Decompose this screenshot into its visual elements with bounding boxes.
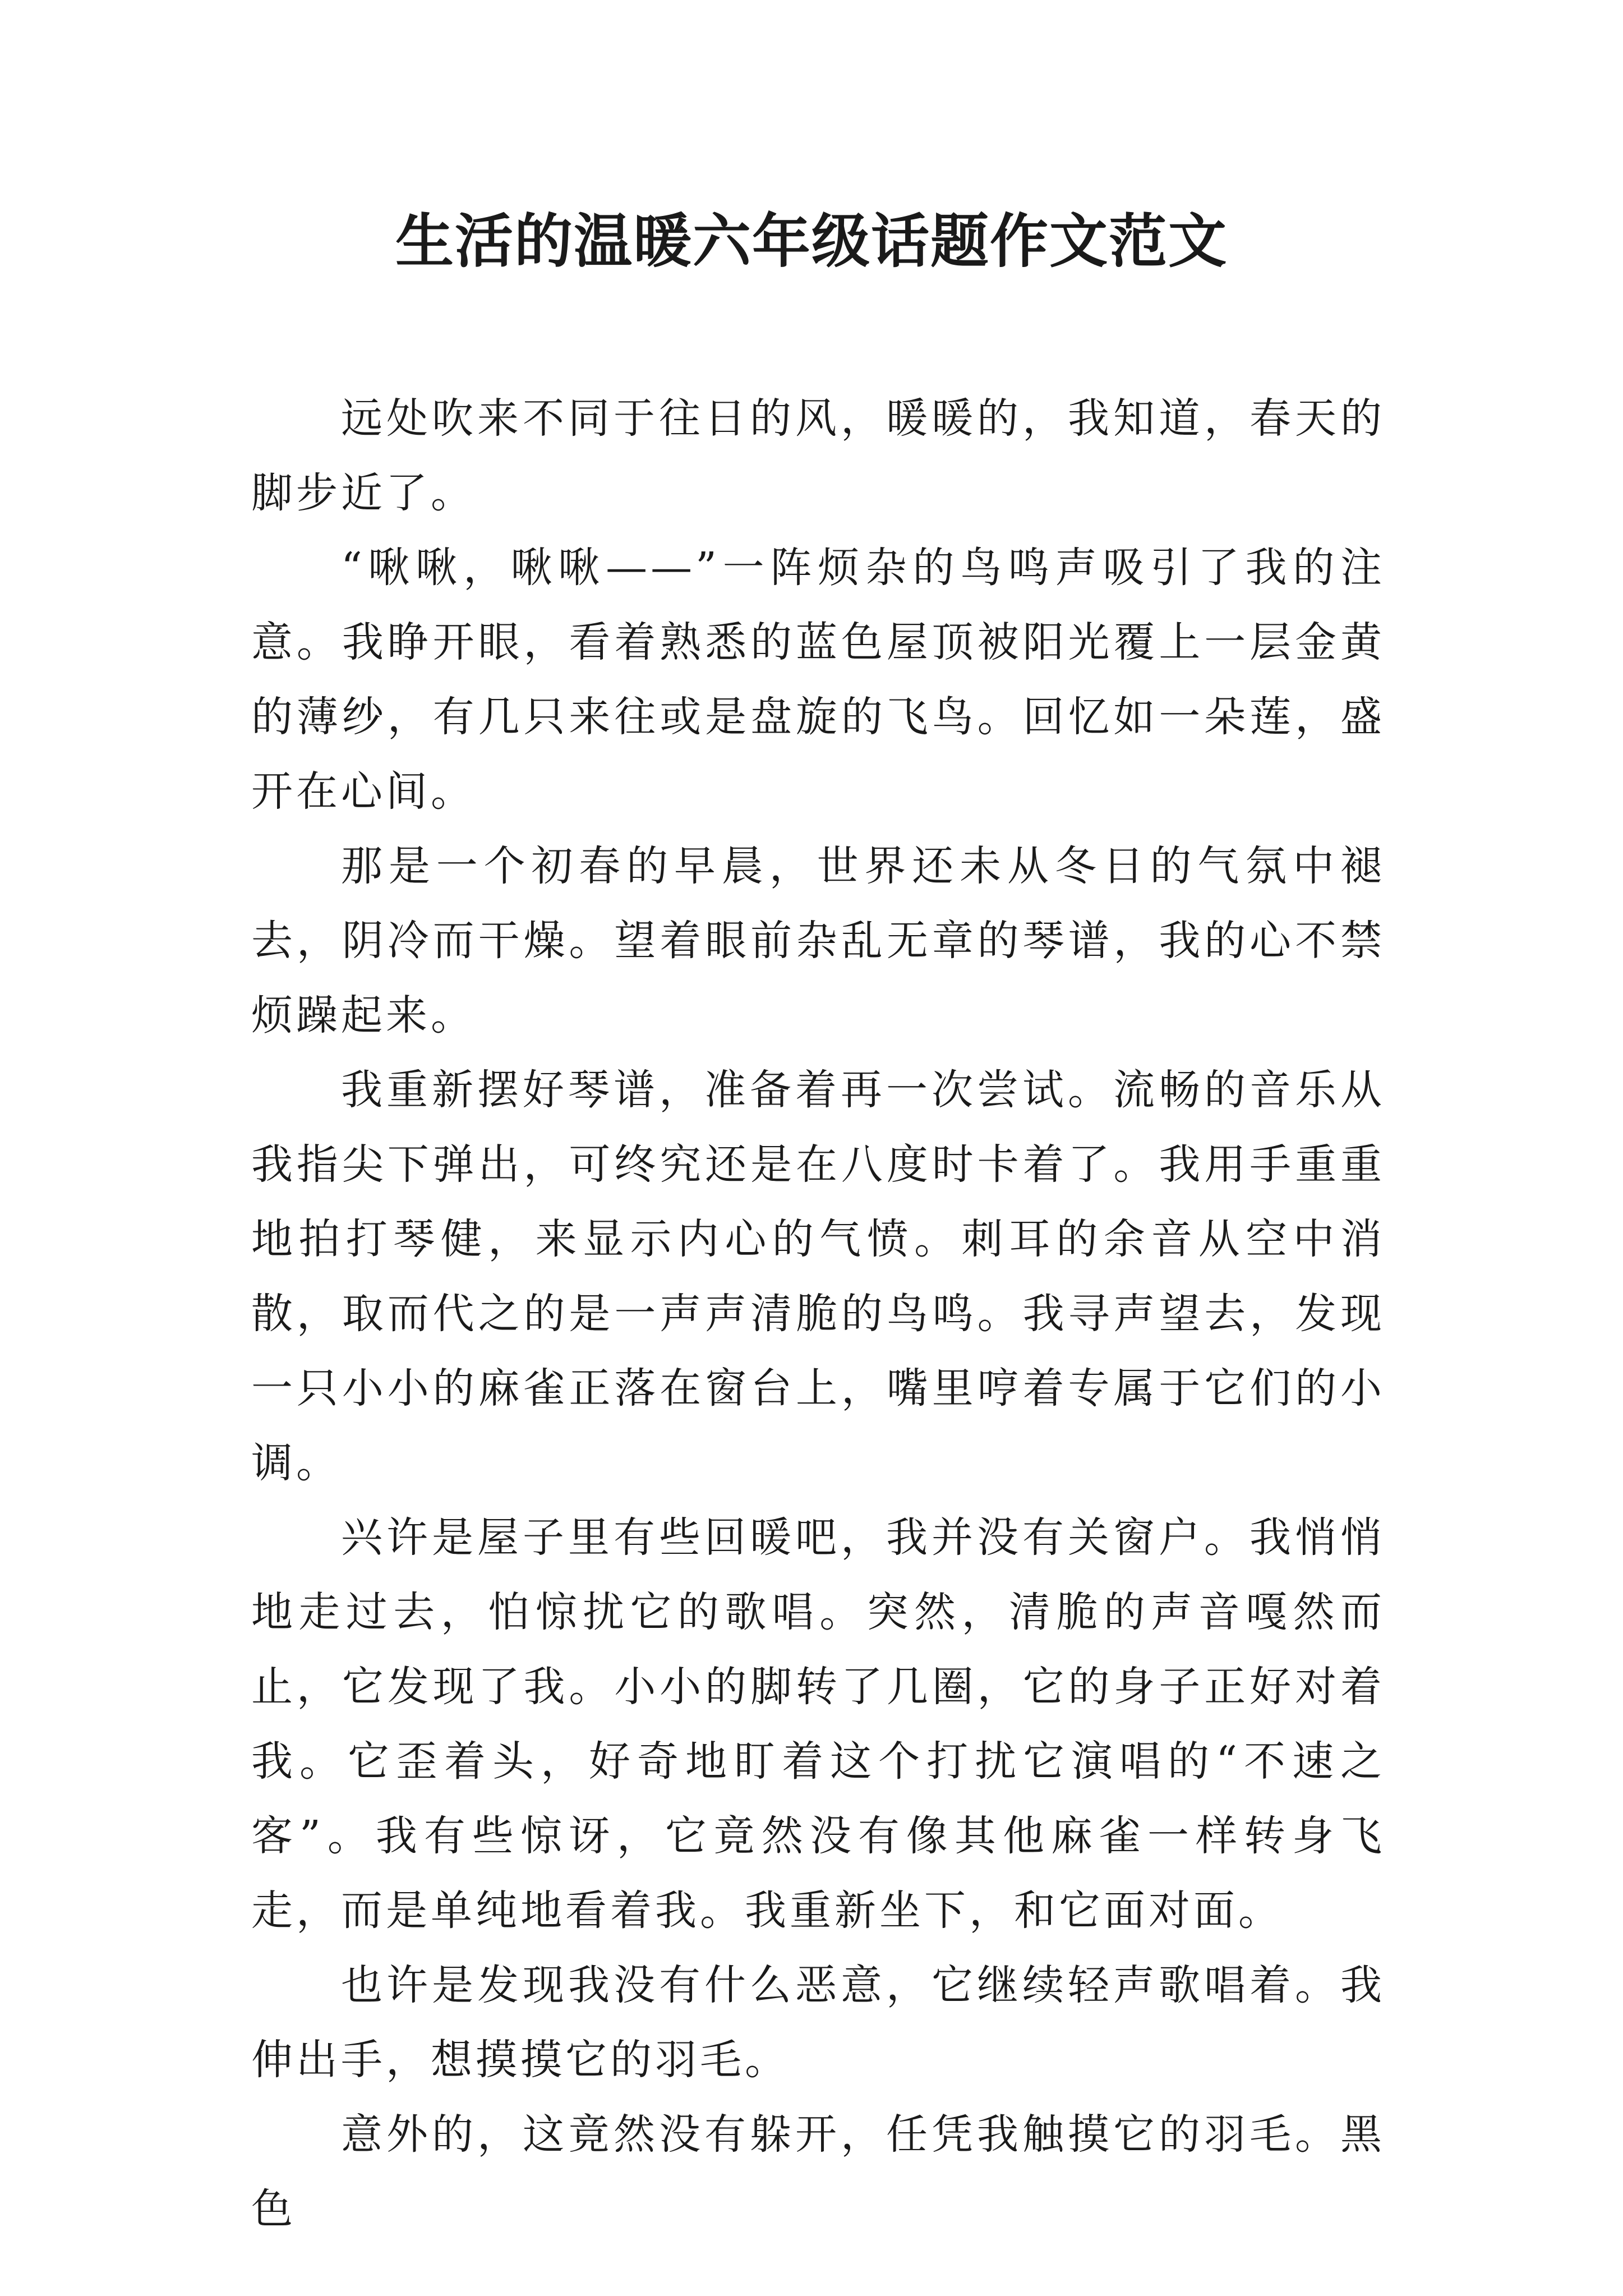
- paragraph: 远处吹来不同于往日的风，暖暖的，我知道，春天的脚步近了。: [251, 394, 1385, 517]
- paragraph: 兴许是屋子里有些回暖吧，我并没有关窗户。我悄悄地走过去，怕惊扰它的歌唱。突然，清脆的声音嘎然而止，它发现了我。小小的脚转了几圈，它的身子正好对着我。它歪着头，好奇地盯着这个打扰它演唱的“不速之客”。我有些惊讶，它竟然没有像其他麻雀一样转身飞走，而是单纯地看着我。我重新坐下，和它面对面。: [251, 1513, 1385, 1935]
- paragraph: 我重新摆好琴谱，准备着再一次尝试。流畅的音乐从我指尖下弹出，可终究还是在八度时卡着了。我用手重重地拍打琴健，来显示内心的气愤。刺耳的余音从空中消散，取而代之的是一声声清脆的鸟鸣。我寻声望去，发现一只小小的麻雀正落在窗台上，嘴里哼着专属于它们的小调。: [251, 1066, 1385, 1487]
- paragraph: 意外的，这竟然没有躲开，任凭我触摸它的羽毛。黑色: [251, 2110, 1385, 2233]
- paragraph: 也许是发现我没有什么恶意，它继续轻声歌唱着。我伸出手，想摸摸它的羽毛。: [251, 1961, 1385, 2084]
- document-title: 生活的温暖六年级话题作文范文: [395, 206, 1228, 275]
- document-body: [251, 381, 1385, 2247]
- paragraph: “啾啾，啾啾——”一阵烦杂的鸟鸣声吸引了我的注意。我睁开眼，看着熟悉的蓝色屋顶被阳光覆上一层金黄的薄纱，有几只来往或是盘旋的飞鸟。回忆如一朵莲，盛开在心间。: [251, 544, 1385, 816]
- paragraph: 那是一个初春的早晨，世界还未从冬日的气氛中褪去，阴冷而干燥。望着眼前杂乱无章的琴谱，我的心不禁烦躁起来。: [251, 842, 1385, 1039]
